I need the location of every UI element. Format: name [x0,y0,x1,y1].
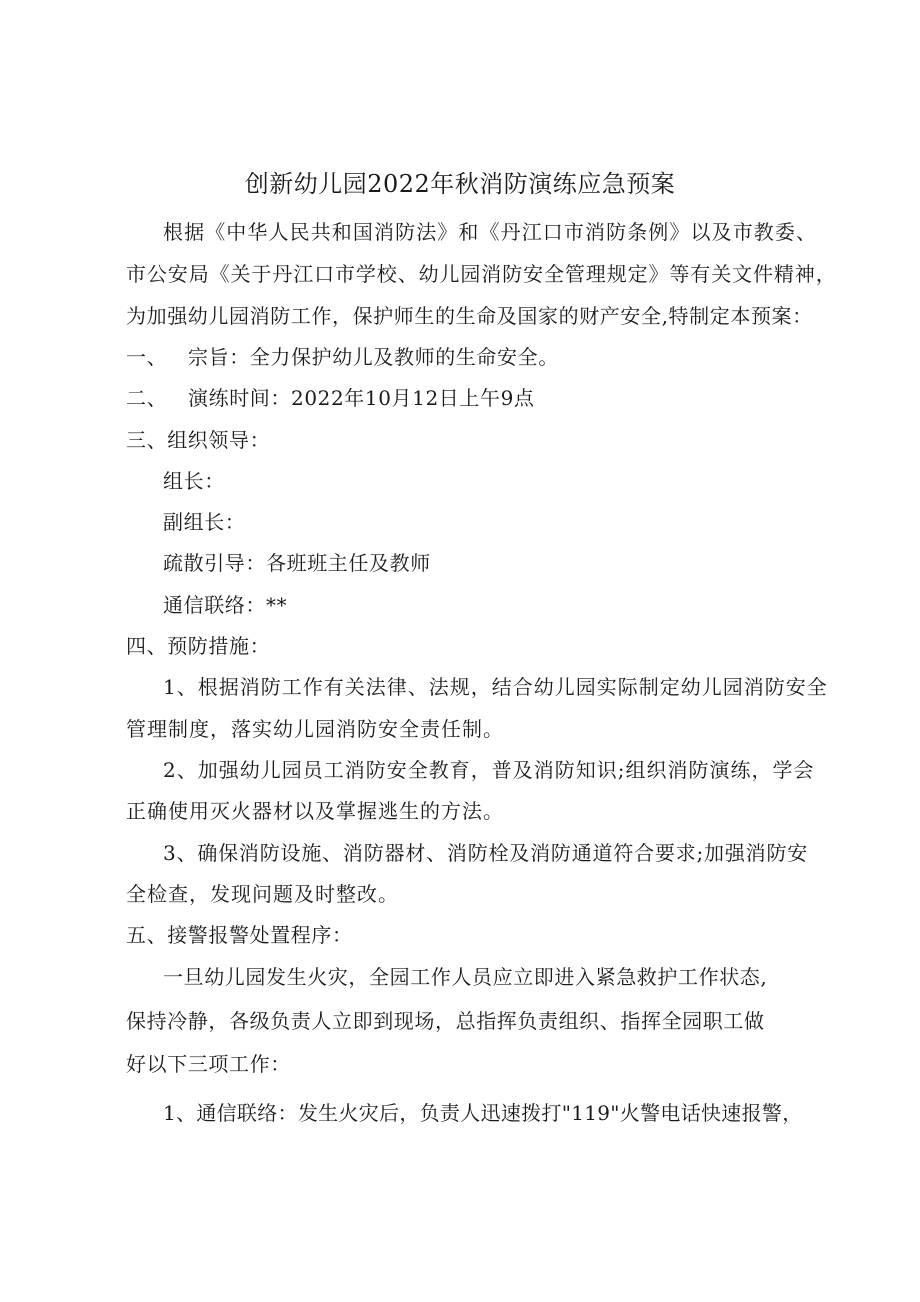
section-heading: 三、组织领导： [126,428,271,452]
section-item-purpose [126,344,559,370]
section-heading: 五、接警报警处置程序： [126,923,353,947]
paragraph-line: 疏散引导：各班班主任及教师 [163,551,431,575]
section-number: 一、 [126,345,168,369]
paragraph-line: 1、根据消防工作有关法律、法规，结合幼儿园实际制定幼儿园消防安全 [163,675,828,699]
paragraph-line: 全检查，发现问题及时整改。 [126,882,399,906]
paragraph-line: 为加强幼儿园消防工作，保护师生的生命及国家的财产安全,特制定本预案： [126,304,813,328]
paragraph-line: 保持冷静，各级负责人立即到现场，总指挥负责组织、指挥全园职工做 [126,1009,765,1033]
paragraph-line: 1、通信联络：发生火灾后，负责人迅速拨打"119"火警电话快速报警， [163,1101,803,1125]
section-text: 演练时间：2022年10月12日上午9点 [188,386,535,410]
paragraph-line: 正确使用灭火器材以及掌握逃生的方法。 [126,799,504,823]
paragraph-line: 一旦幼儿园发生火灾，全园工作人员应立即进入紧急救护工作状态, [163,965,768,989]
paragraph-line: 2、加强幼儿园员工消防安全教育，普及消防知识;组织消防演练，学会 [163,758,815,782]
section-heading: 四、预防措施： [126,634,271,658]
paragraph-line: 组长： [163,469,225,493]
paragraph-line: 根据《中华人民共和国消防法》和《丹江口市消防条例》以及市教委、 [163,220,818,244]
paragraph-line: 管理制度，落实幼儿园消防安全责任制。 [126,717,504,741]
paragraph-line: 通信联络：** [163,593,288,617]
paragraph-line: 好以下三项工作： [126,1052,291,1076]
section-item-time [126,385,535,411]
paragraph-line: 市公安局《关于丹江口市学校、幼儿园消防安全管理规定》等有关文件精神， [126,262,837,286]
paragraph-line: 3、确保消防设施、消防器材、消防栓及消防通道符合要求;加强消防安 [163,841,809,865]
paragraph-line: 副组长： [163,510,246,534]
document-title: 创新幼儿园2022年秋消防演练应急预案 [244,170,676,198]
section-number: 二、 [126,386,168,410]
section-text: 宗旨：全力保护幼儿及教师的生命安全。 [188,345,559,369]
